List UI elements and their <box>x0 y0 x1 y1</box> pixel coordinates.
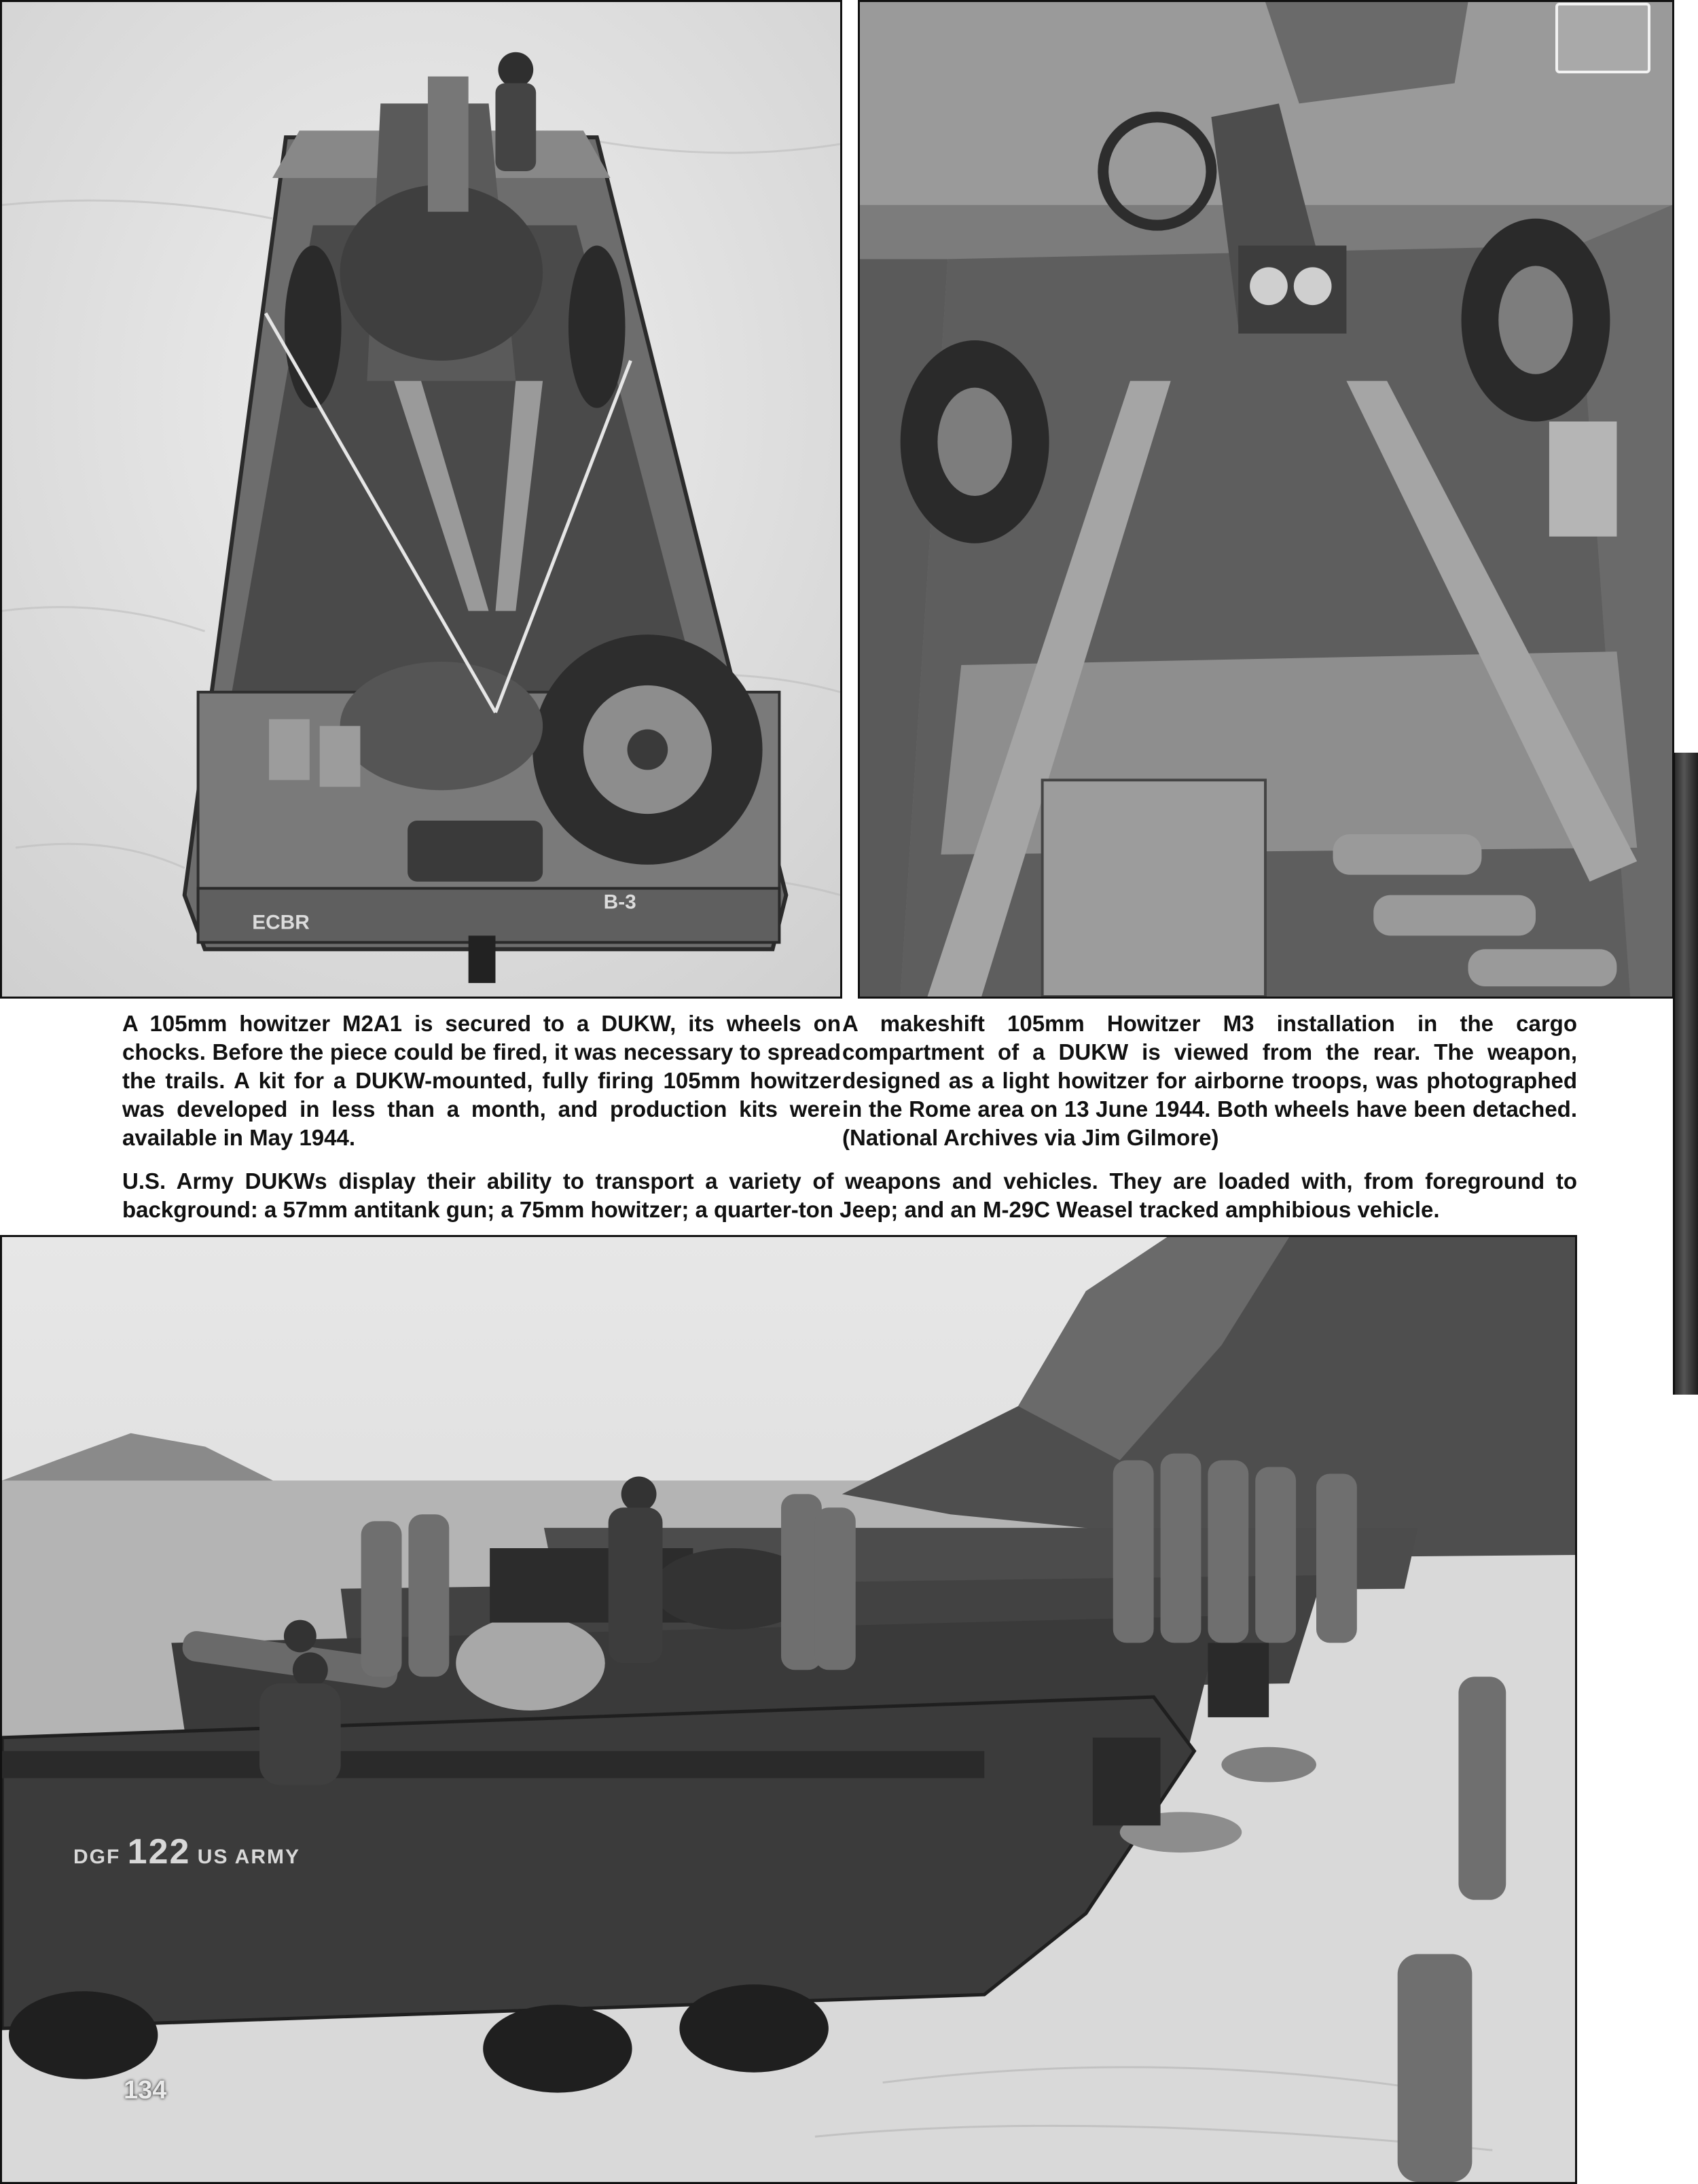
dukw-hull-marking <box>73 1831 300 1872</box>
photo-dukw-overhead-art <box>2 2 840 997</box>
photo-dukws-on-beach <box>0 1235 1577 2184</box>
dukw-rear-marking-right: B-3 <box>603 891 636 914</box>
caption-dukw-loaded-vehicles: U.S. Army DUKWs display their ability to transport a variety of weapons and vehicles. They are loaded with, from foreground to background: a 57mm antitank gun; a 75mm howitzer; a quarter-ton Jeep; and an M-29C Weasel tracked amphibious vehicle. <box>122 1168 1577 1222</box>
photo-dukw-105mm-howitzer-overhead <box>0 0 842 999</box>
caption-dukw-105mm-howitzer-m2a1: A 105mm howitzer M2A1 is secured to a DUKW, its wheels on chocks. Before the piece could be fired, it was necessary to spread the trails. A kit for a DUKW-mounted, fully firing 105mm howitzer was developed in less than a month, and production kits were available in May 1944. <box>122 1011 841 1150</box>
photo-dukw-105mm-howitzer-m3-rear <box>858 0 1674 999</box>
watermark-stamp <box>1555 3 1650 73</box>
photo-howitzer-m3-art <box>860 2 1672 997</box>
page-number: 134 <box>124 2076 167 2105</box>
dukw-hull-number: 122 <box>127 1832 191 1872</box>
photo-dukws-beach-art <box>2 1237 1575 2182</box>
dukw-rear-marking-left: ECBR <box>252 911 310 934</box>
dukw-hull-text: US ARMY <box>197 1846 301 1868</box>
caption-dukw-105mm-howitzer-m3: A makeshift 105mm Howitzer M3 installation in the cargo compartment of a DUKW is viewed from the rear. The weapon, designed as a light howitzer for airborne troops, was photographed in the Rome area on 13 June 1944. Both wheels have been detached. (National Archives via Jim Gilmore) <box>842 1011 1577 1150</box>
photo-edge-strip-adjacent-page <box>1673 753 1698 1395</box>
dukw-hull-prefix: DGF <box>73 1846 121 1868</box>
